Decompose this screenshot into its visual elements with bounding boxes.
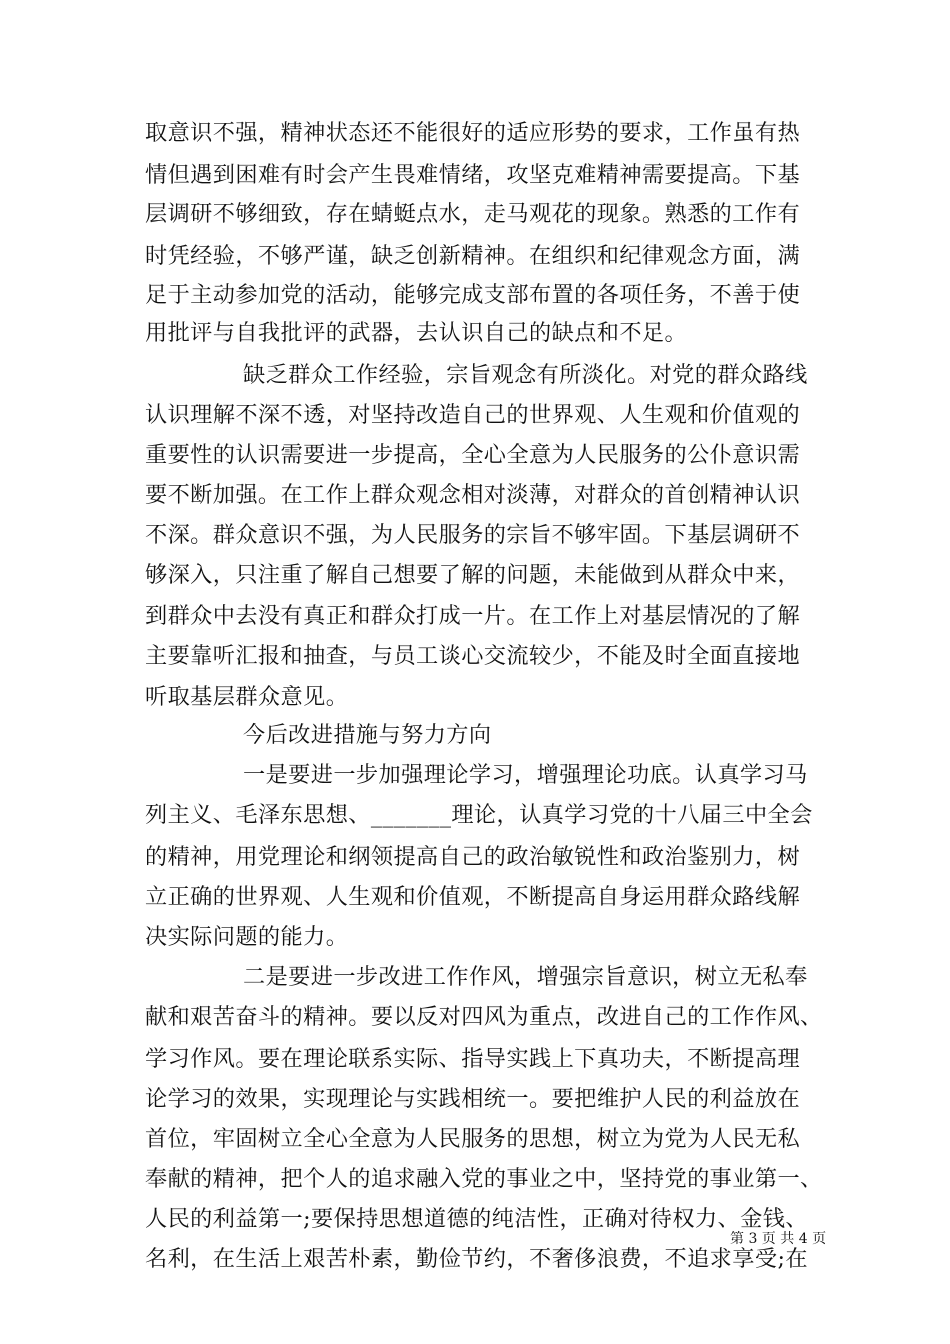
- text-line: 主要靠听汇报和抽查，与员工谈心交流较少，不能及时全面直接地: [145, 643, 801, 669]
- text-line: 认识理解不深不透，对坚持改造自己的世界观、人生观和价值观的: [145, 402, 801, 428]
- text-line: 情但遇到困难有时会产生畏难情绪，攻坚克难精神需要提高。下基: [145, 162, 801, 188]
- text-line: 听取基层群众意见。: [145, 684, 349, 710]
- text-line: 学习作风。要在理论联系实际、指导实践上下真功夫，不断提高理: [145, 1046, 801, 1072]
- text-line: 够深入，只注重了解自己想要了解的问题，未能做到从群众中来，: [145, 562, 801, 588]
- text-line: 足于主动参加党的活动，能够完成支部布置的各项任务，不善于使: [145, 282, 801, 308]
- text-line: 要不断加强。在工作上群众观念相对淡薄，对群众的首创精神认识: [145, 482, 801, 508]
- text-line: 的精神，用党理论和纲领提高自己的政治敏锐性和政治鉴别力，树: [145, 844, 801, 870]
- text-line: 论学习的效果，实现理论与实践相统一。要把维护人民的利益放在: [145, 1086, 801, 1112]
- text-line: 二是要进一步改进工作作风，增强宗旨意识，树立无私奉: [243, 964, 808, 990]
- text-line: 到群众中去没有真正和群众打成一片。在工作上对基层情况的了解: [145, 603, 801, 629]
- text-line: 用批评与自我批评的武器，去认识自己的缺点和不足。: [145, 320, 688, 346]
- section-heading: 今后改进措施与努力方向: [243, 722, 492, 748]
- text-line: 立正确的世界观、人生观和价值观，不断提高自身运用群众路线解: [145, 884, 801, 910]
- text-line: 奉献的精神，把个人的追求融入党的事业之中，坚持党的事业第一、: [145, 1166, 823, 1192]
- text-line: 献和艰苦奋斗的精神。要以反对四风为重点，改进自己的工作作风、: [145, 1004, 823, 1030]
- text-line: 重要性的认识需要进一步提高，全心全意为人民服务的公仆意识需: [145, 442, 801, 468]
- text-line: 缺乏群众工作经验，宗旨观念有所淡化。对党的群众路线: [243, 362, 808, 388]
- page-number: 第 3 页 共 4 页: [730, 1231, 827, 1247]
- text-line: 人民的利益第一;要保持思想道德的纯洁性，正确对待权力、金钱、: [145, 1206, 808, 1232]
- text-line: 决实际问题的能力。: [145, 924, 349, 950]
- text-line: 列主义、毛泽东思想、_______理论，认真学习党的十八届三中全会: [145, 802, 813, 828]
- text-line: 不深。群众意识不强，为人民服务的宗旨不够牢固。下基层调研不: [145, 522, 801, 548]
- text-line: 时凭经验，不够严谨，缺乏创新精神。在组织和纪律观念方面，满: [145, 243, 801, 269]
- text-line: 一是要进一步加强理论学习，增强理论功底。认真学习马: [243, 762, 808, 788]
- text-line: 取意识不强，精神状态还不能很好的适应形势的要求，工作虽有热: [145, 120, 801, 146]
- text-line: 层调研不够细致，存在蜻蜓点水，走马观花的现象。熟悉的工作有: [145, 201, 801, 227]
- text-line: 首位，牢固树立全心全意为人民服务的思想，树立为党为人民无私: [145, 1126, 801, 1152]
- text-line: 名利，在生活上艰苦朴素，勤俭节约，不奢侈浪费，不追求享受;在: [145, 1246, 808, 1272]
